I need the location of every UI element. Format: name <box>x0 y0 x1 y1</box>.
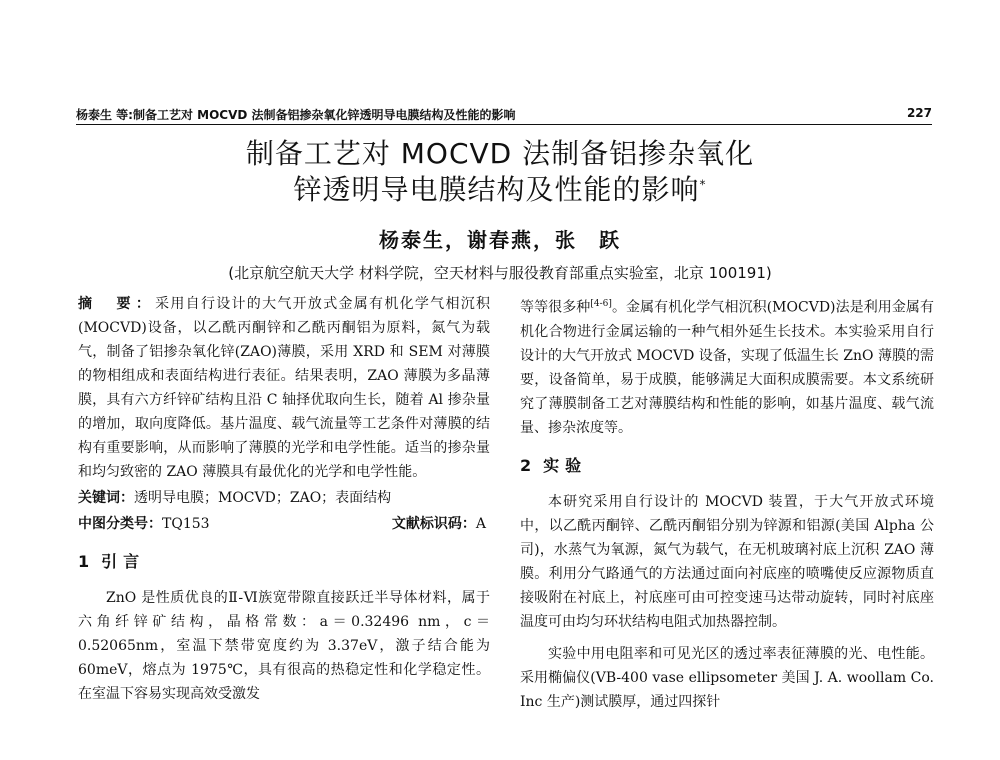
intro-continuation <box>520 292 934 440</box>
clc-value: TQ153 <box>162 516 210 532</box>
author-list: 杨泰生，谢春燕，张 跃 <box>379 228 621 252</box>
intro-cont-text: 等等很多种 <box>520 299 591 316</box>
abstract-text: 采用自行设计的大气开放式金属有机化学气相沉积(MOCVD)设备，以乙酰丙酮锌和乙酰丙酮铝为原料，氮气为载气，制备了铝掺杂氧化锌(ZAO)薄膜，采用 XRD 和 SEM 对薄膜的物相组成和表面结构进行表征。结果表明，ZAO 薄膜为多晶薄膜，具有六方纤锌矿结构且沿 C 轴择优取向生长，随着 Al 掺杂量的增加，取向度降低。基片温度、载气流量等工艺条件对薄膜的结构有重要影响，从而影响了薄膜的光学和电学性能。适当的掺杂量和均匀致密的 ZAO 薄膜具有最优化的光学和电学性能。 <box>78 296 491 480</box>
left-column <box>78 292 490 706</box>
experiment-paragraph-1: 本研究采用自行设计的 MOCVD 装置，于大气开放式环境中，以乙酰丙酮锌、乙酰丙酮铝分别为锌源和铝源(美国 Alpha 公司)，水蒸气为氧源，氮气为载气，在无机玻璃衬底上沉积 ZAO 薄膜。利用分气路通气的方法通过面向衬底座的喷嘴使反应源物质直接吸附在衬底上，衬底座可由可控变速马达带动旋转，同时衬底座温度可由均匀环状结构电阻式加热器控制。 <box>520 493 934 630</box>
clc-label: 中图分类号： <box>78 516 162 532</box>
page-number: 227 <box>906 106 932 120</box>
experiment-paragraph-2: 实验中用电阻率和可见光区的透过率表征薄膜的光、电性能。采用椭偏仪(VB-400 vase ellipsometer 美国 J. A. woollam Co. Inc 生产)测试膜厚，通过四探针 <box>520 645 934 710</box>
running-header <box>76 104 932 125</box>
keywords-text: 透明导电膜；MOCVD；ZAO；表面结构 <box>134 490 392 506</box>
keywords <box>78 486 490 510</box>
section-number: 1 <box>78 552 90 571</box>
section-heading-intro <box>78 550 490 574</box>
right-column <box>520 292 934 714</box>
paper-title-line-1: 制备工艺对 MOCVD 法制备铝掺杂氧化 <box>245 137 755 170</box>
doc-value: A <box>475 516 486 532</box>
paper-title-line-2-text: 锌透明导电膜结构及性能的影响 <box>293 173 700 206</box>
section-title: 实验 <box>543 455 588 475</box>
abstract-label: 摘 要： <box>78 296 156 312</box>
abstract <box>78 292 490 484</box>
doc-code <box>392 512 486 536</box>
paper-title-line-2 <box>0 168 1000 208</box>
affiliation: (北京航空航天大学 材料学院，空天材料与服役教育部重点实验室，北京 100191) <box>228 264 772 282</box>
doc-label: 文献标识码： <box>391 516 476 532</box>
section-heading-experiment <box>520 454 934 478</box>
running-title: 杨泰生 等:制备工艺对 MOCVD 法制备铝掺杂氧化锌透明导电膜结构及性能的影响 <box>76 108 516 122</box>
citation-ref: [4-6] <box>590 299 612 309</box>
intro-cont-rest: 。金属有机化学气相沉积(MOCVD)法是利用金属有机化合物进行金属运输的一种气相外延生长技术。本实验采用自行设计的大气开放式 MOCVD 设备，实现了低温生长 ZnO 薄膜的需要，设备简单，易于成膜，能够满足大面积成膜需要。本文系统研究了薄膜制备工艺对薄膜结构和性能的影响，如基片温度、载气流量、掺杂浓度等。 <box>520 299 934 436</box>
intro-paragraph: ZnO 是性质优良的Ⅱ-Ⅵ族宽带隙直接跃迁半导体材料，属于六角纤锌矿结构，晶格常数：a＝0.32496 nm，c＝0.52065nm，室温下禁带宽度约为 3.37eV，激子结合能为 60meV，熔点为 1975℃，具有很高的热稳定性和化学稳定性。在室温下容易实现高效受激发 <box>78 590 490 702</box>
title-note-mark: * <box>699 177 707 192</box>
keywords-label: 关键词： <box>78 490 134 506</box>
classification-line <box>78 512 490 536</box>
section-title: 引言 <box>101 552 146 571</box>
section-number: 2 <box>520 455 532 475</box>
